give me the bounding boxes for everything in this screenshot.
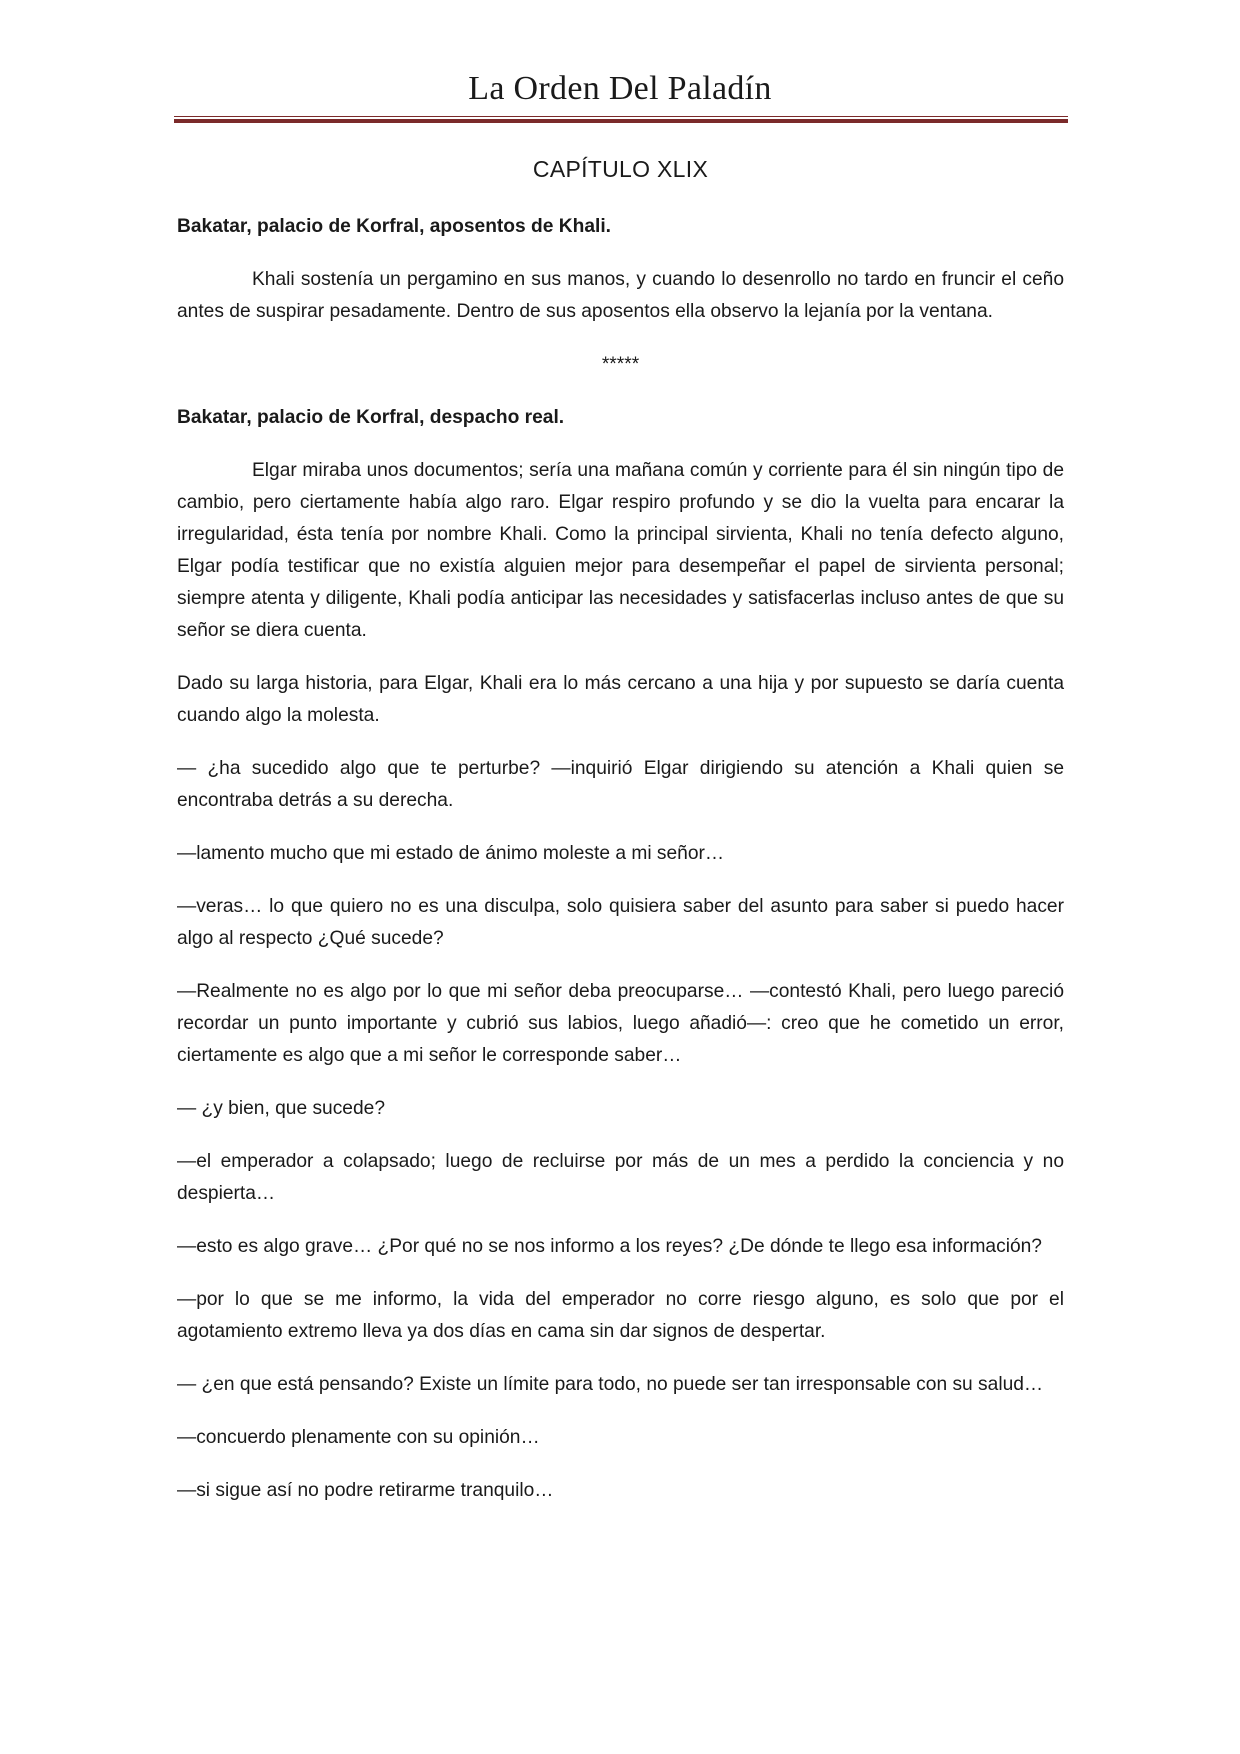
paragraph: Dado su larga historia, para Elgar, Khali era lo más cercano a una hija y por supuesto se daría cuenta cuando algo la molesta. xyxy=(177,673,1064,726)
dialogue-line: —veras… lo que quiero no es una disculpa, solo quisiera saber del asunto para saber si puedo hacer algo al respecto ¿Qué sucede? xyxy=(177,896,1064,949)
header-rule xyxy=(174,116,1068,124)
paragraph: Elgar miraba unos documentos; sería una mañana común y corriente para él sin ningún tipo de cambio, pero ciertamente había algo raro. Elgar respiro profundo y se dio la vuelta para encarar la irregularidad, ésta tenía por nombre Khali. Como la principal sirvienta, Khali no tenía defecto alguno, Elgar podía testificar que no existía alguien mejor para desempeñar el papel de sirvienta personal; siempre atenta y diligente, Khali podía anticipar las necesidades y satisfacerlas incluso antes de que su señor se diera cuenta. xyxy=(177,460,1064,641)
dialogue-line: — ¿y bien, que sucede? xyxy=(177,1098,385,1119)
paragraph: Khali sostenía un pergamino en sus manos, y cuando lo desenrollo no tardo en fruncir el ceño antes de suspirar pesadamente. Dentro de sus aposentos ella observo la lejanía por la ventana. xyxy=(177,269,1064,322)
dialogue-line: —por lo que se me informo, la vida del emperador no corre riesgo alguno, es solo que por el agotamiento extremo lleva ya dos días en cama sin dar signos de despertar. xyxy=(177,1289,1064,1342)
chapter-title: CAPÍTULO XLIX xyxy=(532,156,709,182)
scene-heading: Bakatar, palacio de Korfral, despacho real. xyxy=(177,407,565,428)
dialogue-line: —Realmente no es algo por lo que mi señor deba preocuparse… —contestó Khali, pero luego pareció recordar un punto importante y cubrió sus labios, luego añadió—: creo que he cometido un error, ciertamente es algo que a mi señor le corresponde saber… xyxy=(177,981,1064,1066)
running-header-title: La Orden Del Paladín xyxy=(468,70,772,107)
dialogue-line: —si sigue así no podre retirarme tranquilo… xyxy=(177,1480,554,1501)
page-body xyxy=(177,156,1064,1528)
scene-separator: ***** xyxy=(601,354,640,375)
header-rule-thin-line xyxy=(174,116,1068,117)
dialogue-line: —el emperador a colapsado; luego de recluirse por más de un mes a perdido la conciencia y no despierta… xyxy=(177,1151,1064,1204)
dialogue-line: —esto es algo grave… ¿Por qué no se nos informo a los reyes? ¿De dónde te llego esa información? xyxy=(177,1236,1042,1257)
header-rule-thick-line xyxy=(174,119,1068,123)
scene-heading: Bakatar, palacio de Korfral, aposentos de Khali. xyxy=(177,216,611,237)
dialogue-line: —lamento mucho que mi estado de ánimo moleste a mi señor… xyxy=(177,843,725,864)
dialogue-line: —concuerdo plenamente con su opinión… xyxy=(177,1427,540,1448)
dialogue-line: — ¿ha sucedido algo que te perturbe? —inquirió Elgar dirigiendo su atención a Khali quien se encontraba detrás a su derecha. xyxy=(177,758,1064,811)
dialogue-line: — ¿en que está pensando? Existe un límite para todo, no puede ser tan irresponsable con su salud… xyxy=(177,1374,1044,1395)
